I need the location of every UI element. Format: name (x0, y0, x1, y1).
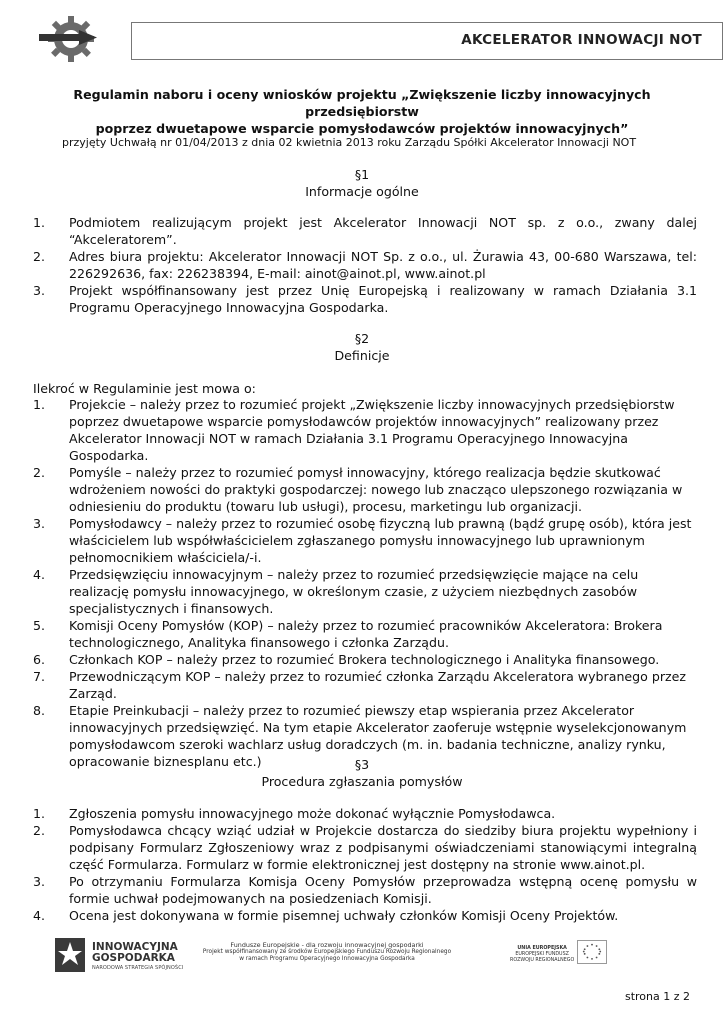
title-line-2: poprzez dwuetapowe wsparcie pomysłodawców projektów innowacyjnych” (95, 121, 629, 136)
eu-label: UNIA EUROPEJSKA EUROPEJSKI FUNDUSZ ROZWOJU REGIONALNEGO (510, 946, 575, 963)
list-item: 3. Projekt współfinansowany jest przez Unię Europejską i realizowany w ramach Działania 3.1 Programu Operacyjnego Innowacyjna Gospodarka. (33, 283, 697, 315)
list-item: 1. Podmiotem realizującym projekt jest Akcelerator Innowacji NOT sp. z o.o., zwany dalej “Akceleratorem”. (33, 215, 697, 247)
section-2-intro: Ilekroć w Regulaminie jest mowa o: (33, 381, 256, 396)
header-frame (131, 22, 723, 60)
page-footer (40, 938, 690, 978)
section-2-number: §2 (354, 331, 370, 346)
list-item: 2. Adres biura projektu: Akcelerator Innowacji NOT Sp. z o.o., ul. Żurawia 43, 00-680 Warszawa, tel: 226292636, fax: 226238394, E-mail: ainot@ainot.pl, www.ainot.pl (33, 249, 697, 281)
funding-note: Fundusze Europejskie - dla rozwoju innowacyjnej gospodarki Projekt współfinansowany ze środków Europejskiego Funduszu Rozwoju Regionalnego w ramach Programu Operacyjnego Innowacyjna Gospodarka (202, 941, 452, 962)
list-item: 8. Etapie Preinkubacji – należy przez to rozumieć piewszy etap wspierania przez Akcelerator innowacyjnych przedsięwzięć. Na tym etapie Akcelerator zaoferuje wstępnie wyselekcjonowanym pomysłodawcom szeroki wachlarz usług doradczych (m. in. badania techniczne, analizy rynku, opracowanie biznesplanu etc.) (33, 703, 687, 769)
header-title: AKCELERATOR INNOWACJI NOT (461, 32, 702, 48)
ig-name: INNOWACYJNA GOSPODARKA (92, 941, 178, 964)
list-item: 7. Przewodniczącym KOP – należy przez to rozumieć członka Zarządu Akceleratora wybranego przez Zarząd. (33, 669, 687, 701)
innowacyjna-gospodarka-logo-icon (55, 938, 85, 972)
section-3-list (33, 805, 697, 924)
section-1-number: §1 (354, 167, 370, 182)
list-item: 2. Pomysłodawca chcący wziąć udział w Projekcie dostarcza do siedziby biura projektu wypełniony i podpisany Formularz Zgłoszeniowy wraz z podpisanymi oświadczeniami stanowiącymi integralną część Formularza. Formularz w formie elektronicznej jest dostępny na stronie www.ainot.pl. (33, 823, 697, 872)
list-item: 3. Pomysłodawcy – należy przez to rozumieć osobę fizyczną lub prawną (bądź grupę osób), która jest właścicielem lub współwłaścicielem zgłaszanego pomysłu innowacyjnego lub uprawnionym pełnomocnikiem właściciela/-i. (33, 516, 692, 565)
document-title (20, 86, 704, 137)
akcelerator-logo-icon (35, 14, 105, 64)
list-item: 6. Członkach KOP – należy przez to rozumieć Brokera technologicznego i Analityka finansowego. (33, 652, 660, 667)
section-3-heading (0, 756, 724, 790)
page-header (35, 14, 705, 64)
ig-subtitle: NARODOWA STRATEGIA SPÓJNOŚCI (92, 965, 184, 971)
section-3-number: §3 (354, 757, 370, 772)
section-3-title: Procedura zgłaszania pomysłów (261, 774, 463, 789)
document-subtitle: przyjęty Uchwałą nr 01/04/2013 z dnia 02 kwietnia 2013 roku Zarządu Spółki Akcelerator Innowacji NOT (62, 136, 637, 149)
section-2-title: Definicje (334, 348, 390, 363)
list-item: 1. Projekcie – należy przez to rozumieć projekt „Zwiększenie liczby innowacyjnych przedsiębiorstw poprzez dwuetapowe wsparcie pomysłodawców projektów innowacyjnych” realizowany przez Akcelerator Innowacji NOT w ramach Działania 3.1 Programu Operacyjnego Innowacyjna Gospodarka. (33, 397, 675, 463)
list-item: 4. Przedsięwzięciu innowacyjnym – należy przez to rozumieć przedsięwzięcie mające na celu realizację pomysłu innowacyjnego, w określonym czasie, z użyciem niezbędnych zasobów specjalistycznych i finansowych. (33, 567, 639, 616)
list-item: 2. Pomyśle – należy przez to rozumieć pomysł innowacyjny, którego realizacja będzie skutkować wdrożeniem nowości do praktyki gospodarczej: nowego lub znacząco ulepszonego rozwiązania w odniesieniu do produktu (towaru lub usługi), procesu, marketingu lub organizacji. (33, 465, 683, 514)
eu-flag-icon (577, 940, 607, 964)
section-1-heading (0, 166, 724, 200)
section-1-title: Informacje ogólne (305, 184, 419, 199)
title-line-1: Regulamin naboru i oceny wniosków projektu „Zwiększenie liczby innowacyjnych przedsiębiorstw (73, 87, 651, 119)
section-2-list (33, 396, 697, 770)
list-item: 1. Zgłoszenia pomysłu innowacyjnego może dokonać wyłącznie Pomysłodawca. (33, 806, 556, 821)
list-item: 3. Po otrzymaniu Formularza Komisja Oceny Pomysłów przeprowadza wstępną ocenę pomysłu w formie uchwał podejmowanych na posiedzeniach Komisji. (33, 874, 697, 906)
section-2-heading (0, 330, 724, 364)
list-item: 5. Komisji Oceny Pomysłów (KOP) – należy przez to rozumieć pracowników Akceleratora: Brokera technologicznego, Analityka finansowego i członka Zarządu. (33, 618, 663, 650)
section-1-list (33, 214, 697, 316)
page-number: strona 1 z 2 (624, 990, 690, 1003)
list-item: 4. Ocena jest dokonywana w formie pisemnej uchwały członków Komisji Oceny Projektów. (33, 908, 619, 923)
